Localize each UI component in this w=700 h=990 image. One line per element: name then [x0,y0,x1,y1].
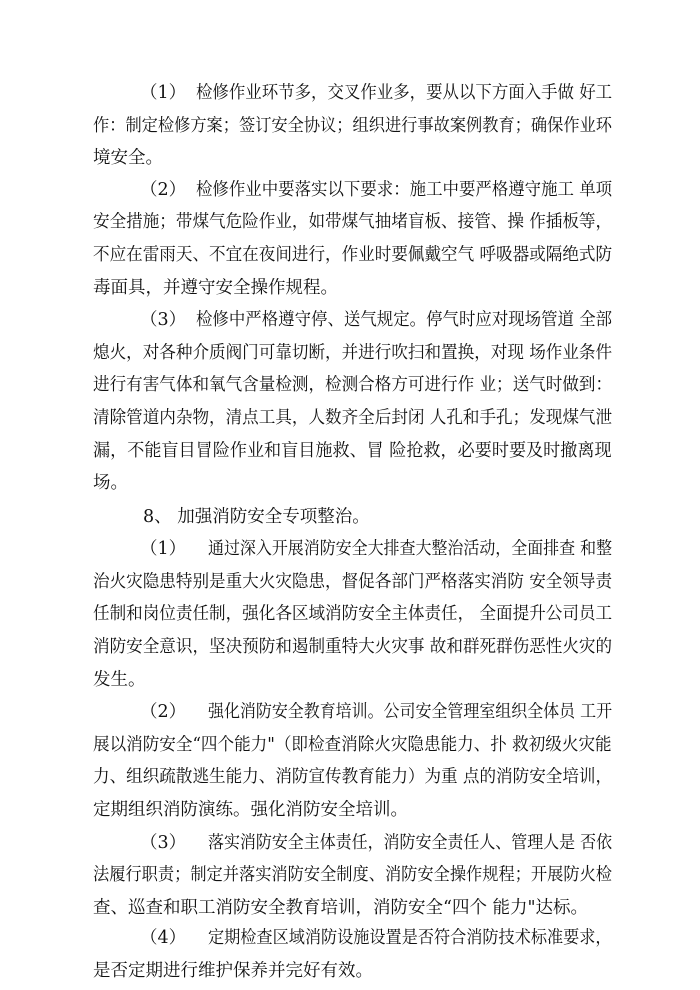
paragraph-line: 不应在雷雨天、不宜在夜间进行，作业时要佩戴空气 呼吸器或隔绝式防 [93,245,613,265]
paragraph-line: 检修作业中要落实以下要求：施工中要严格遵守施工 单项 [196,179,613,200]
paragraph-line: 治火灾隐患特别是重大火灾隐患，督促各部门严格落实消防 安全领导责 [93,571,613,592]
paragraph-number: （2） [140,702,187,723]
paragraph-line: 任制和岗位责任制，强化各区域消防安全主体责任， 全面提升公司员工 [93,604,613,625]
paragraph-line: 力、组织疏散逃生能力、消防宣传教育能力）为重 点的消防安全培训， [93,767,613,788]
paragraph-line: 安全措施；带煤气危险作业，如带煤气抽堵盲板、接管、操 作插板等， [93,212,613,233]
paragraph-line: 境安全。 [93,148,163,169]
paragraph-line: 查、巡查和职工消防安全教育培训，消防安全“四个 能力"达标。 [93,897,589,918]
paragraph-number: （1） [140,539,187,560]
paragraph-line: 检修中严格遵守停、送气规定。停气时应对现场管道 全部 [196,310,613,331]
paragraph-line: 熄火，对各种介质阀门可靠切断，并进行吹扫和置换，对现 场作业条件 [93,342,613,363]
paragraph-number: （3） [140,310,187,331]
paragraph-number: （4） [140,928,187,949]
paragraph-number: （2） [140,179,187,200]
paragraph-line: 通过深入开展消防安全大排查大整治活动，全面排查 和整 [208,539,613,560]
paragraph-line: 定期组织消防演练。强化消防安全培训。 [93,800,408,820]
paragraph-line: 检修作业环节多，交叉作业多，要从以下方面入手做 好工 [196,83,613,103]
paragraph-line: 场。 [93,473,128,494]
paragraph-line: 落实消防安全主体责任，消防安全责任人、管理人是 否依 [208,832,613,853]
paragraph-line: 强化消防安全教育培训。公司安全管理室组织全体员 工开 [208,702,613,723]
paragraph-line: 清除管道内杂物，清点工具，人数齐全后封闭 人孔和手孔；发现煤气泄 [93,407,613,428]
paragraph-line: 消防安全意识，坚决预防和遏制重特大火灾事 故和群死群伤恶性火灾的 [93,637,613,657]
paragraph-line: 毒面具，并遵守安全操作规程。 [93,277,338,298]
paragraph-line: 是否定期进行维护保养并完好有效。 [93,961,373,981]
paragraph-line: 法履行职责；制定并落实消防安全制度、消防安全操作规程；开展防火检 [93,865,613,886]
paragraph-line: 作：制定检修方案；签订安全协议；组织进行事故案例教育；确保作业环 [93,115,613,136]
paragraph-number: （1） [140,83,187,103]
paragraph-number: （3） [140,832,187,853]
paragraph-line: 漏，不能盲目冒险作业和盲目施救、冒 险抢救，必要时要及时撤离现 [93,440,612,461]
paragraph-line: 展以消防安全“四个能力"（即检查消除火灾隐患能力、扑 救初级火灾能 [93,734,612,755]
paragraph-line: 发生。 [93,669,146,690]
paragraph-line: 定期检查区域消防设施设置是否符合消防技术标准要求， [208,928,612,949]
paragraph-line: 进行有害气体和氧气含量检测，检测合格方可进行作 业；送气时做到： [93,375,613,396]
section-heading: 8、 加强消防安全专项整治。 [143,506,370,527]
